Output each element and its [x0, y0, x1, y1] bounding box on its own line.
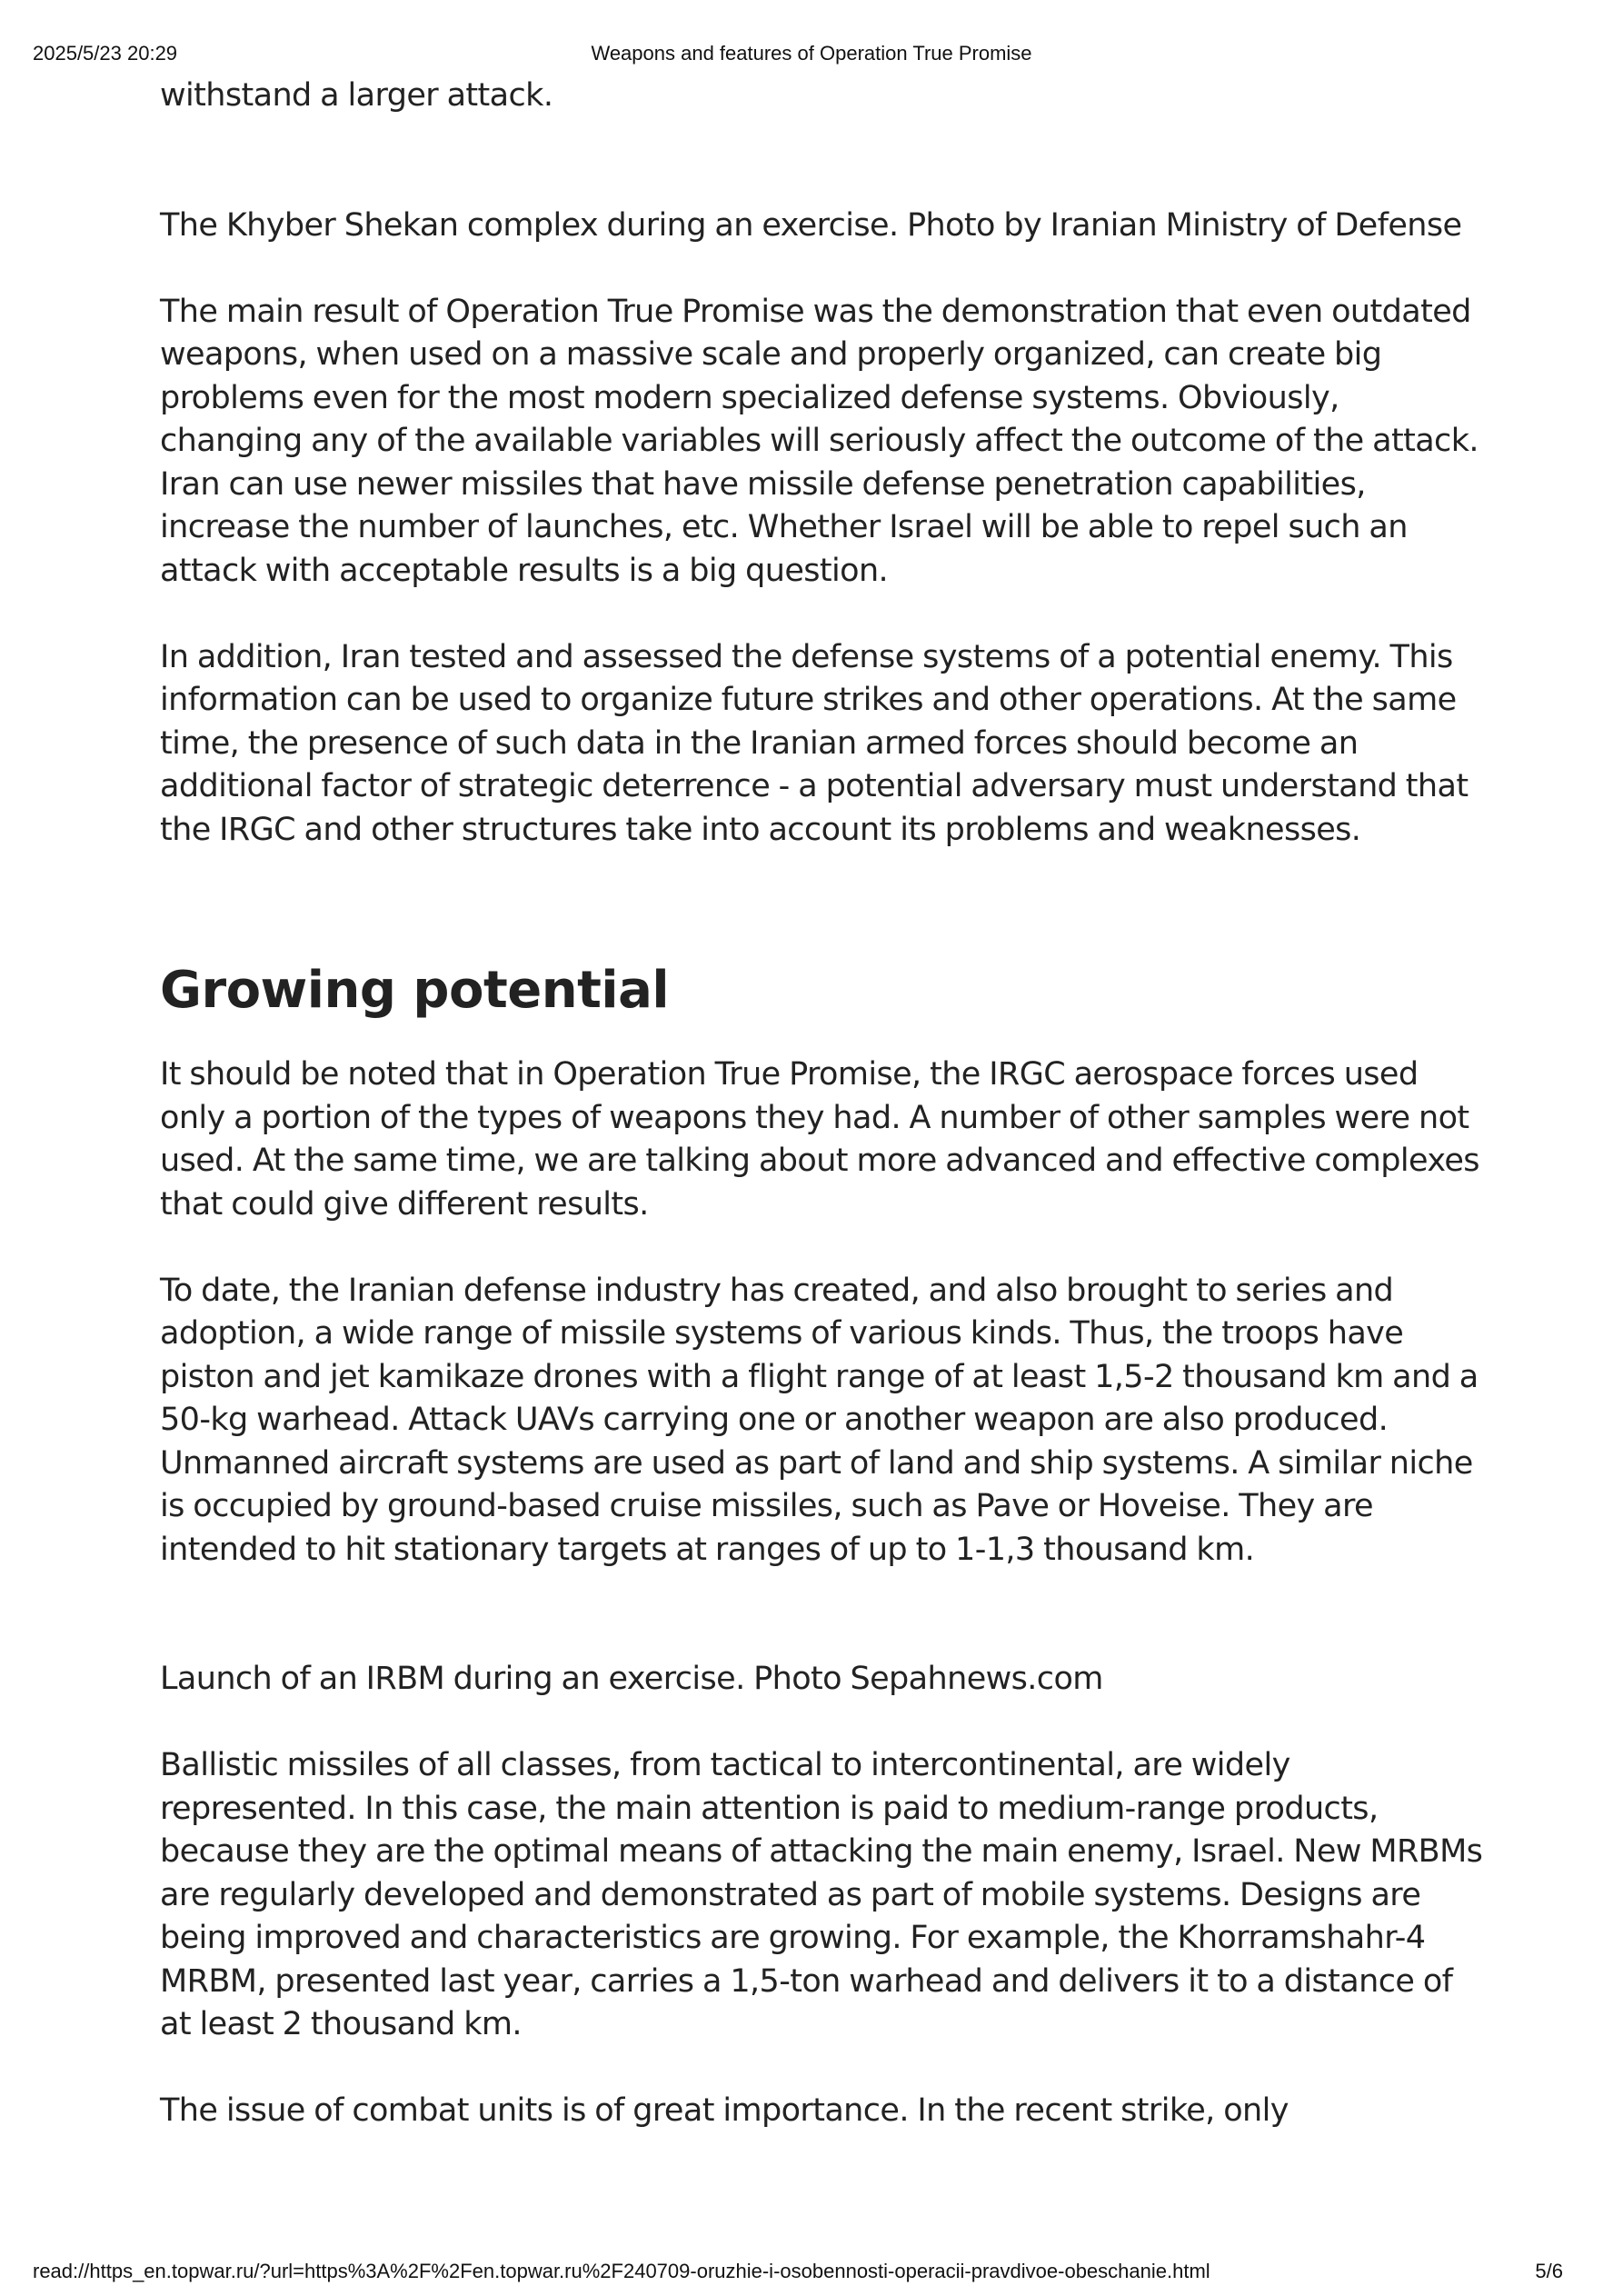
section-heading: Growing potential [160, 961, 670, 1020]
print-datetime: 2025/5/23 20:29 [33, 42, 178, 65]
article-content [160, 75, 1487, 2133]
print-page-title: Weapons and features of Operation True Promise [591, 42, 1032, 65]
print-header [0, 42, 1623, 69]
print-url: read://https_en.topwar.ru/?url=https%3A%2F%2Fen.topwar.ru%2F240709-oruzhie-i-osobennosti-operacii-pravdivoe-obeschanie.html [33, 2260, 1210, 2282]
paragraph-in-addition: In addition, Iran tested and assessed the defense systems of a potential enemy. This information can be used to organize future strikes and other operations. At the same time, the presence of such data in the Iranian armed forces should become an additional factor of strategic deterrence - a potential adversary must understand that the IRGC and other structures take into account its problems and weaknesses. [160, 638, 1469, 848]
paragraph-main-result: The main result of Operation True Promise was the demonstration that even outdated weapons, when used on a massive scale and properly organized, can create big problems even for the most modern specialized defense systems. Obviously, changing any of the available variables will seriously affect the outcome of the attack. Iran can use newer missiles that have missile defense penetration capabilities, increase the number of launches, etc. Whether Israel will be able to repel such an attack with acceptable results is a big question. [160, 293, 1479, 589]
photo-caption: The Khyber Shekan complex during an exercise. Photo by Iranian Ministry of Defense [160, 206, 1462, 244]
page-number: 5/6 [1535, 2260, 1563, 2282]
print-footer [0, 2260, 1623, 2287]
paragraph-ballistic: Ballistic missiles of all classes, from tactical to intercontinental, are widely represented. In this case, the main attention is paid to medium-range products, because they are the optimal means of attacking the main enemy, Israel. New MRBMs are regularly developed and demonstrated as part of mobile systems. Designs are being improved and characteristics are growing. For example, the Khorramshahr-4 MRBM, presented last year, carries a 1,5-ton warhead and delivers it to a distance of at least 2 thousand km. [160, 1747, 1483, 2042]
photo-caption: Launch of an IRBM during an exercise. Photo Sepahnews.com [160, 1661, 1103, 1697]
paragraph-to-date: To date, the Iranian defense industry has created, and also brought to series and adoption, a wide range of missile systems of various kinds. Thus, the troops have piston and jet kamikaze drones with a flight range of at least 1,5-2 thousand km and a 50-kg warhead. Attack UAVs carrying one or another weapon are also produced. Unmanned aircraft systems are used as part of land and ship systems. A similar niche is occupied by ground-based cruise missiles, such as Pave or Hoveise. They are intended to hit stationary targets at ranges of up to 1-1,3 thousand km. [160, 1272, 1479, 1568]
paragraph-noted: It should be noted that in Operation True Promise, the IRGC aerospace forces used only a portion of the types of weapons they had. A number of other samples were not used. At the same time, we are talking about more advanced and effective complexes that could give different results. [160, 1056, 1479, 1223]
paragraph-issue: The issue of combat units is of great importance. In the recent strike, only [160, 2092, 1289, 2129]
paragraph-continuation: withstand a larger attack. [160, 77, 553, 114]
